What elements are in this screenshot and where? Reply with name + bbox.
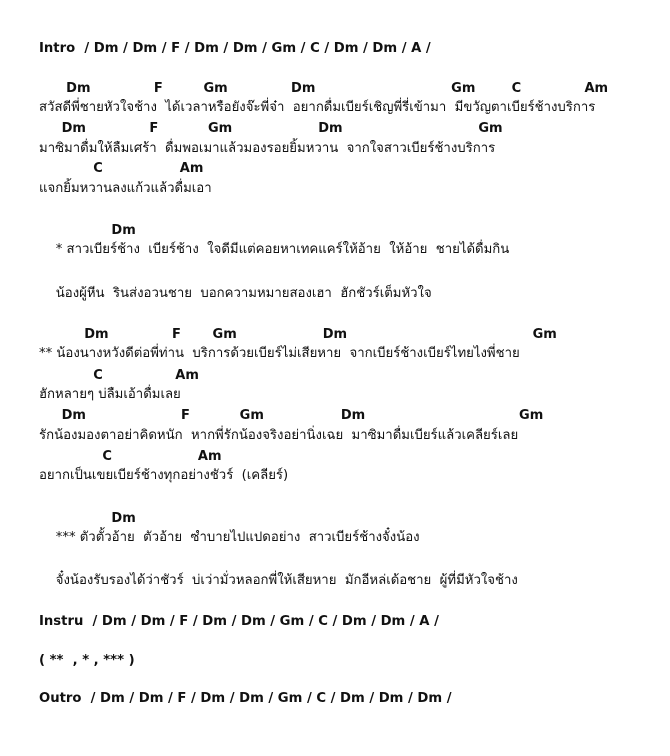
lyric-line: รักน้องมองตาอย่าคิดหนัก หากพี่รักน้องจริงอย่านิ่งเฉย มาซิมาดื่มเบียร์แล้วเคลียร์เลย <box>39 428 519 443</box>
outro-line: Outro / Dm / Dm / F / Dm / Dm / Gm / C / Dm / Dm / Dm / <box>39 691 452 706</box>
lyric-line: ฮักหลายๆ บ่ลืมเอ้าดื่มเลย <box>39 387 181 402</box>
chord-line: Dm F Gm Dm Gm C Am <box>39 81 609 96</box>
chord-line: Dm F Gm Dm Gm <box>39 121 503 136</box>
chord-line: C Am <box>39 449 222 464</box>
chord-line: Dm <box>39 223 136 238</box>
lyric-line: แจกยิ้มหวานลงแก้วแล้วดื่มเอา <box>39 181 212 196</box>
lyric-line: สวัสดีพี่ชายหัวใจช้าง ได้เวลาหรือยังจ๊ะพี่จ๋า อยากดื่มเบียร์เชิญพี่รี่เข้ามา มีขวัญตาเบียร์ช้างบริการ <box>39 100 596 115</box>
chord-line: Dm F Gm Dm Gm <box>39 327 557 342</box>
intro-line: Intro / Dm / Dm / F / Dm / Dm / Gm / C / Dm / Dm / A / <box>39 41 431 56</box>
lyric-line: อยากเป็นเขยเบียร์ช้างทุกอย่างชัวร์ (เคลียร์) <box>39 468 289 483</box>
lyric-line: ** น้องนางหวังดีต่อพี่ท่าน บริการด้วยเบียร์ไม่เสียหาย จากเบียร์ช้างเบียร์ไทยไงพี่ชาย <box>39 346 520 361</box>
lyric-line: * สาวเบียร์ช้าง เบียร์ช้าง ใจดีมีแต่คอยหาเทคแคร์ให้อ้าย ให้อ้าย ชายได้ดื่มกิน <box>39 242 510 257</box>
instru-line: Instru / Dm / Dm / F / Dm / Dm / Gm / C / Dm / Dm / A / <box>39 614 439 629</box>
lyric-line: มาซิมาดื่มให้ลืมเศร้า ดื่มพอเมาแล้วมองรอยยิ้มหวาน จากใจสาวเบียร์ช้างบริการ <box>39 141 496 156</box>
lyric-line: *** ตัวตั้วอ้าย ตัวอ้าย ซำบายไปแปดอย่าง สาวเบียร์ช้างจั๋งน้อง <box>39 530 420 545</box>
chord-line: C Am <box>39 161 204 176</box>
chord-line: Dm <box>39 511 136 526</box>
chord-line: C Am <box>39 368 199 383</box>
lyric-line: จั๋งน้องรับรองได้ว่าชัวร์ บ่เว่ามั่วหลอกพี่ให้เสียหาย มักอีหล่เด้อชาย ผู้ที่มีหัวใจช้าง <box>39 573 518 588</box>
order-line: ( ** , * , *** ) <box>39 653 135 668</box>
lyric-line: น้องผู้หีน รินส่งอวนชาย บอกความหมายสองเฮา ฮักชัวร์เต็มหัวใจ <box>39 286 432 301</box>
chord-line: Dm F Gm Dm Gm <box>39 408 544 423</box>
